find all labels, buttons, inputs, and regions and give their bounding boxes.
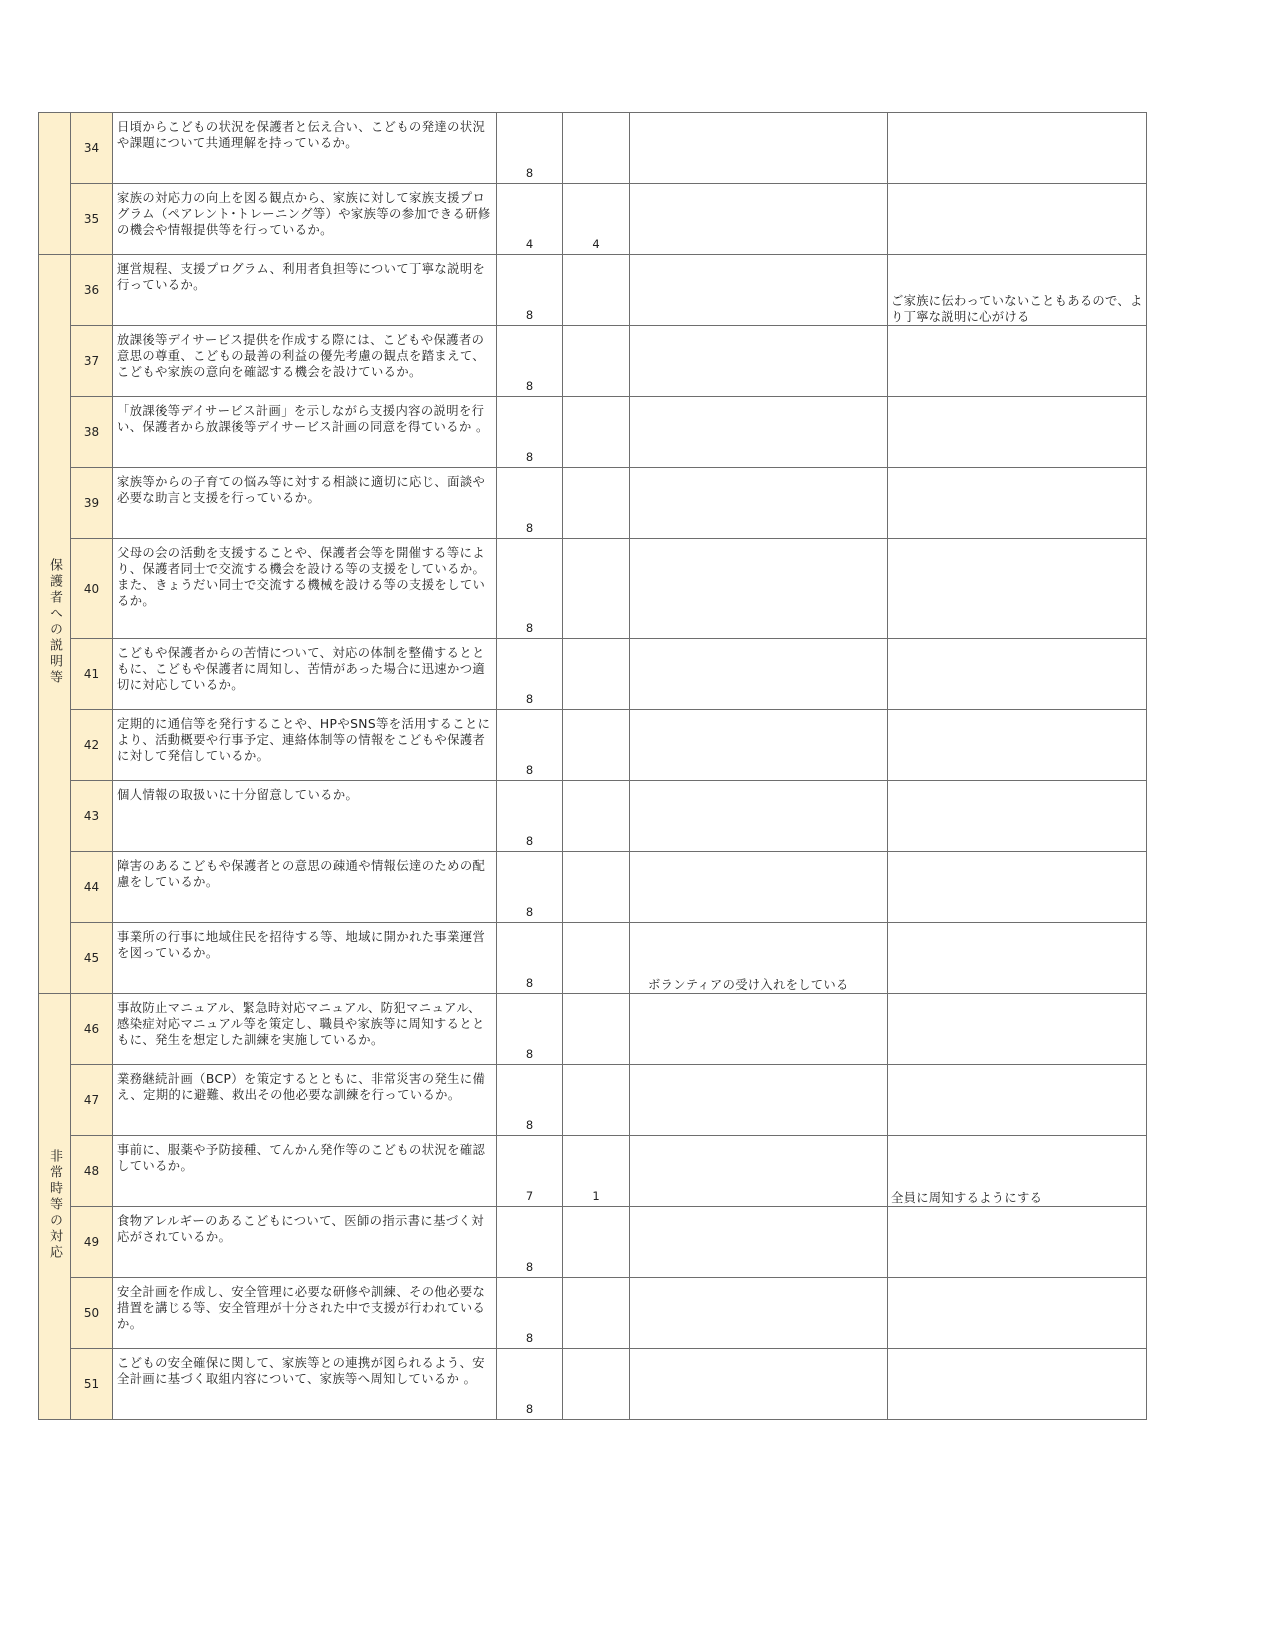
question-text: 日頃からこどもの状況を保護者と伝え合い、こどもの発達の状況や課題について共通理解を持っているか。 bbox=[113, 113, 497, 184]
item-number: 49 bbox=[71, 1207, 113, 1278]
improvement-cell bbox=[888, 539, 1147, 639]
yes-count: 8 bbox=[525, 308, 534, 322]
item-number: 37 bbox=[71, 326, 113, 397]
improvement-cell bbox=[888, 1278, 1147, 1349]
yes-count-cell bbox=[497, 781, 563, 852]
improvement-cell bbox=[888, 1349, 1147, 1420]
staff-comment: ボランティアの受け入れをしている bbox=[648, 978, 849, 992]
table-row bbox=[39, 1207, 1147, 1278]
yes-count: 8 bbox=[525, 905, 534, 919]
yes-count-cell bbox=[497, 1349, 563, 1420]
staff-comment-cell bbox=[630, 994, 888, 1065]
table-row bbox=[39, 326, 1147, 397]
yes-count: 7 bbox=[525, 1189, 534, 1203]
no-count-cell bbox=[563, 923, 630, 994]
item-number: 39 bbox=[71, 468, 113, 539]
question-text: 事業所の行事に地域住民を招待する等、地域に開かれた事業運営を図っているか。 bbox=[113, 923, 497, 994]
yes-count: 8 bbox=[525, 834, 534, 848]
table-row bbox=[39, 1065, 1147, 1136]
yes-count-cell bbox=[497, 639, 563, 710]
question-text: 運営規程、支援プログラム、利用者負担等について丁寧な説明を行っているか。 bbox=[113, 255, 497, 326]
staff-comment-cell bbox=[630, 1065, 888, 1136]
staff-comment-cell bbox=[630, 1278, 888, 1349]
yes-count: 8 bbox=[525, 976, 534, 990]
yes-count: 8 bbox=[525, 166, 534, 180]
table-row bbox=[39, 994, 1147, 1065]
no-count-cell bbox=[563, 781, 630, 852]
staff-comment-cell bbox=[630, 1136, 888, 1207]
table-row bbox=[39, 539, 1147, 639]
yes-count: 8 bbox=[525, 692, 534, 706]
yes-count-cell bbox=[497, 1207, 563, 1278]
yes-count: 8 bbox=[525, 1118, 534, 1132]
improvement-cell bbox=[888, 184, 1147, 255]
table-row bbox=[39, 468, 1147, 539]
yes-count: 8 bbox=[525, 1402, 534, 1416]
item-number: 42 bbox=[71, 710, 113, 781]
staff-comment-cell bbox=[630, 710, 888, 781]
item-number: 40 bbox=[71, 539, 113, 639]
staff-comment-cell bbox=[630, 255, 888, 326]
improvement-cell bbox=[888, 1207, 1147, 1278]
table-row bbox=[39, 923, 1147, 994]
no-count-cell bbox=[563, 255, 630, 326]
improvement-cell bbox=[888, 923, 1147, 994]
staff-comment-cell bbox=[630, 539, 888, 639]
table-row bbox=[39, 781, 1147, 852]
yes-count-cell bbox=[497, 539, 563, 639]
no-count-cell bbox=[563, 1278, 630, 1349]
item-number: 45 bbox=[71, 923, 113, 994]
evaluation-table bbox=[38, 112, 1147, 1420]
yes-count: 8 bbox=[525, 763, 534, 777]
yes-count-cell bbox=[497, 923, 563, 994]
question-text: 定期的に通信等を発行することや、HPやSNS等を活用することにより、活動概要や行事予定、連絡体制等の情報をこどもや保護者に対して発信しているか。 bbox=[113, 710, 497, 781]
no-count: 1 bbox=[592, 1189, 600, 1203]
no-count-cell bbox=[563, 1136, 630, 1207]
yes-count-cell bbox=[497, 710, 563, 781]
yes-count: 8 bbox=[525, 1047, 534, 1061]
question-text: こどもや保護者からの苦情について、対応の体制を整備するとともに、こどもや保護者に周知し、苦情があった場合に迅速かつ適切に対応しているか。 bbox=[113, 639, 497, 710]
staff-comment-cell bbox=[630, 468, 888, 539]
improvement-cell bbox=[888, 326, 1147, 397]
staff-comment-cell bbox=[630, 184, 888, 255]
category-cell bbox=[39, 994, 71, 1420]
yes-count-cell bbox=[497, 1136, 563, 1207]
yes-count: 8 bbox=[525, 450, 534, 464]
category-cell bbox=[39, 113, 71, 255]
yes-count-cell bbox=[497, 1278, 563, 1349]
improvement-cell bbox=[888, 1136, 1147, 1207]
table-row bbox=[39, 184, 1147, 255]
no-count-cell bbox=[563, 113, 630, 184]
item-number: 38 bbox=[71, 397, 113, 468]
yes-count: 8 bbox=[525, 621, 534, 635]
item-number: 51 bbox=[71, 1349, 113, 1420]
improvement-cell bbox=[888, 1065, 1147, 1136]
improvement-cell bbox=[888, 710, 1147, 781]
question-text: 事故防止マニュアル、緊急時対応マニュアル、防犯マニュアル、感染症対応マニュアル等を策定し、職員や家族等に周知するとともに、発生を想定した訓練を実施しているか。 bbox=[113, 994, 497, 1065]
improvement-cell bbox=[888, 468, 1147, 539]
yes-count: 8 bbox=[525, 521, 534, 535]
staff-comment-cell bbox=[630, 397, 888, 468]
improvement-plan: ご家族に伝わっていないこともあるので、より丁寧な説明に心がける bbox=[891, 294, 1143, 324]
question-text: 業務継続計画（BCP）を策定するとともに、非常災害の発生に備え、定期的に避難、救出その他必要な訓練を行っているか。 bbox=[113, 1065, 497, 1136]
question-text: 食物アレルギーのあるこどもについて、医師の指示書に基づく対応がされているか。 bbox=[113, 1207, 497, 1278]
yes-count-cell bbox=[497, 994, 563, 1065]
question-text: こどもの安全確保に関して、家族等との連携が図られるよう、安全計画に基づく取組内容について、家族等へ周知しているか 。 bbox=[113, 1349, 497, 1420]
question-text: 安全計画を作成し、安全管理に必要な研修や訓練、その他必要な措置を講じる等、安全管理が十分された中で支援が行われているか。 bbox=[113, 1278, 497, 1349]
question-text: 家族等からの子育ての悩み等に対する相談に適切に応じ、面談や必要な助言と支援を行っているか。 bbox=[113, 468, 497, 539]
no-count-cell bbox=[563, 639, 630, 710]
question-text: 父母の会の活動を支援することや、保護者会等を開催する等により、保護者同士で交流する機会を設ける等の支援をしているか。また、きょうだい同士で交流する機械を設ける等の支援をしているか。 bbox=[113, 539, 497, 639]
no-count: 4 bbox=[592, 237, 600, 251]
no-count-cell bbox=[563, 1065, 630, 1136]
yes-count-cell bbox=[497, 1065, 563, 1136]
table-row bbox=[39, 1278, 1147, 1349]
item-number: 48 bbox=[71, 1136, 113, 1207]
yes-count: 8 bbox=[525, 1331, 534, 1345]
no-count-cell bbox=[563, 994, 630, 1065]
table-row bbox=[39, 1349, 1147, 1420]
staff-comment-cell bbox=[630, 852, 888, 923]
yes-count-cell bbox=[497, 397, 563, 468]
question-text: 個人情報の取扱いに十分留意しているか。 bbox=[113, 781, 497, 852]
category-cell bbox=[39, 255, 71, 994]
yes-count-cell bbox=[497, 852, 563, 923]
improvement-cell bbox=[888, 397, 1147, 468]
table-row bbox=[39, 710, 1147, 781]
staff-comment-cell bbox=[630, 326, 888, 397]
no-count-cell bbox=[563, 539, 630, 639]
improvement-plan: 全員に周知するようにする bbox=[891, 1191, 1043, 1205]
yes-count: 8 bbox=[525, 379, 534, 393]
improvement-cell bbox=[888, 255, 1147, 326]
table-row bbox=[39, 639, 1147, 710]
improvement-cell bbox=[888, 113, 1147, 184]
category-title: 保護者への説明等 bbox=[47, 558, 62, 686]
category-title: 非常時等の対応 bbox=[47, 1148, 62, 1261]
no-count-cell bbox=[563, 468, 630, 539]
improvement-cell bbox=[888, 781, 1147, 852]
no-count-cell bbox=[563, 1207, 630, 1278]
question-text: 「放課後等デイサービス計画」を示しながら支援内容の説明を行い、保護者から放課後等デイサービス計画の同意を得ているか 。 bbox=[113, 397, 497, 468]
item-number: 43 bbox=[71, 781, 113, 852]
improvement-cell bbox=[888, 852, 1147, 923]
item-number: 47 bbox=[71, 1065, 113, 1136]
no-count-cell bbox=[563, 1349, 630, 1420]
yes-count-cell bbox=[497, 184, 563, 255]
table-row bbox=[39, 255, 1147, 326]
item-number: 41 bbox=[71, 639, 113, 710]
table-row bbox=[39, 1136, 1147, 1207]
staff-comment-cell bbox=[630, 113, 888, 184]
item-number: 34 bbox=[71, 113, 113, 184]
staff-comment-cell bbox=[630, 1349, 888, 1420]
yes-count-cell bbox=[497, 326, 563, 397]
staff-comment-cell bbox=[630, 639, 888, 710]
yes-count-cell bbox=[497, 468, 563, 539]
no-count-cell bbox=[563, 326, 630, 397]
table-row bbox=[39, 397, 1147, 468]
no-count-cell bbox=[563, 397, 630, 468]
no-count-cell bbox=[563, 184, 630, 255]
table-row bbox=[39, 852, 1147, 923]
item-number: 46 bbox=[71, 994, 113, 1065]
item-number: 36 bbox=[71, 255, 113, 326]
item-number: 50 bbox=[71, 1278, 113, 1349]
yes-count: 8 bbox=[525, 1260, 534, 1274]
question-text: 家族の対応力の向上を図る観点から、家族に対して家族支援プログラム（ペアレント･トレーニング等）や家族等の参加できる研修の機会や情報提供等を行っているか。 bbox=[113, 184, 497, 255]
staff-comment-cell bbox=[630, 781, 888, 852]
staff-comment-cell bbox=[630, 923, 888, 994]
question-text: 事前に、服薬や予防接種、てんかん発作等のこどもの状況を確認しているか。 bbox=[113, 1136, 497, 1207]
yes-count: 4 bbox=[525, 237, 534, 251]
no-count-cell bbox=[563, 710, 630, 781]
table-row bbox=[39, 113, 1147, 184]
improvement-cell bbox=[888, 639, 1147, 710]
yes-count-cell bbox=[497, 113, 563, 184]
question-text: 放課後等デイサービス提供を作成する際には、こどもや保護者の意思の尊重、こどもの最善の利益の優先考慮の観点を踏まえて、こどもや家族の意向を確認する機会を設けているか。 bbox=[113, 326, 497, 397]
item-number: 44 bbox=[71, 852, 113, 923]
staff-comment-cell bbox=[630, 1207, 888, 1278]
question-text: 障害のあるこどもや保護者との意思の疎通や情報伝達のための配慮をしているか。 bbox=[113, 852, 497, 923]
item-number: 35 bbox=[71, 184, 113, 255]
yes-count-cell bbox=[497, 255, 563, 326]
improvement-cell bbox=[888, 994, 1147, 1065]
no-count-cell bbox=[563, 852, 630, 923]
